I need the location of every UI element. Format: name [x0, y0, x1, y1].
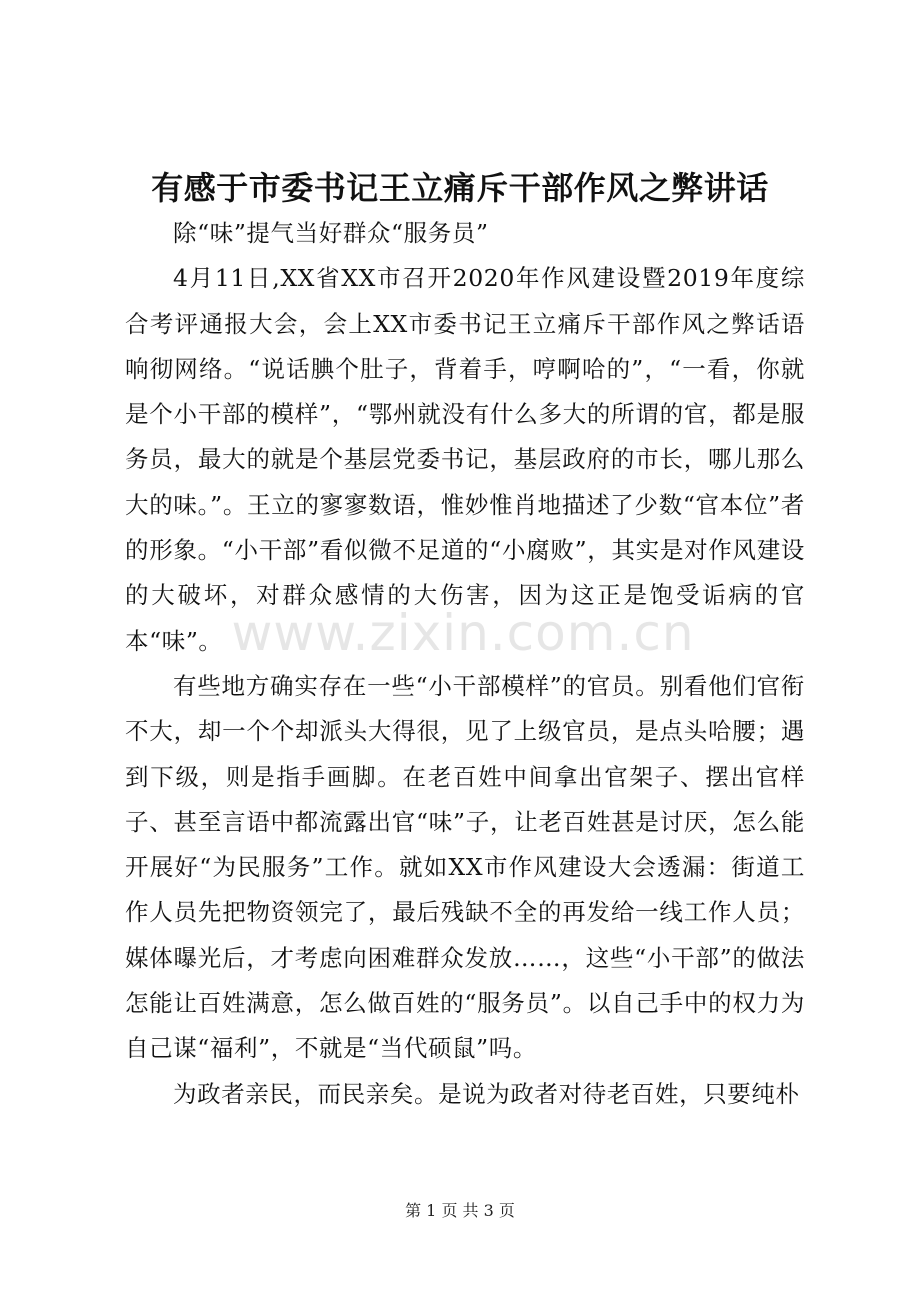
subtitle-paragraph: 除“味”提气当好群众“服务员”: [173, 219, 489, 247]
document-body: [125, 211, 805, 1117]
body-paragraph: 有些地方确实存在一些“小干部模样”的官员。别看他们官衔不大，却一个个却派头大得很，见了上级官员，是点头哈腰；遇到下级，则是指手画脚。在老百姓中间拿出官架子、摆出官样子、甚至言语中都流露出官“味”子，让老百姓甚是讨厌，怎么能开展好“为民服务”工作。就如XX市作风建设大会透漏：街道工作人员先把物资领完了，最后残缺不全的再发给一线工作人员；媒体曝光后，才考虑向困难群众发放……，这些“小干部”的做法怎能让百姓满意，怎么做百姓的“服务员”。以自己手中的权力为自己谋“福利”，不就是“当代硕鼠”吗。: [125, 671, 805, 1063]
body-paragraph: 4月11日,XX省XX市召开2020年作风建设暨2019年度综合考评通报大会，会上XX市委书记王立痛斥干部作风之弊话语响彻网络。“说话腆个肚子，背着手，哼啊哈的”，“一看，你就是个小干部的模样”，“鄂州就没有什么多大的所谓的官，都是服务员，最大的就是个基层党委书记，基层政府的市长，哪儿那么大的味。”。王立的寥寥数语，惟妙惟肖地描述了少数“官本位”者的形象。“小干部”看似微不足道的“小腐败”，其实是对作风建设的大破坏，对群众感情的大伤害，因为这正是饱受诟病的官本“味”。: [125, 264, 805, 655]
page-footer: 第 1 页 共 3 页: [405, 1201, 515, 1220]
watermark: www.zixin.com.cn: [231, 604, 695, 662]
body-paragraph: 为政者亲民，而民亲矣。是说为政者对待老百姓，只要纯朴: [173, 1079, 800, 1108]
document-title: 有感于市委书记王立痛斥干部作风之弊讲话: [151, 169, 769, 207]
